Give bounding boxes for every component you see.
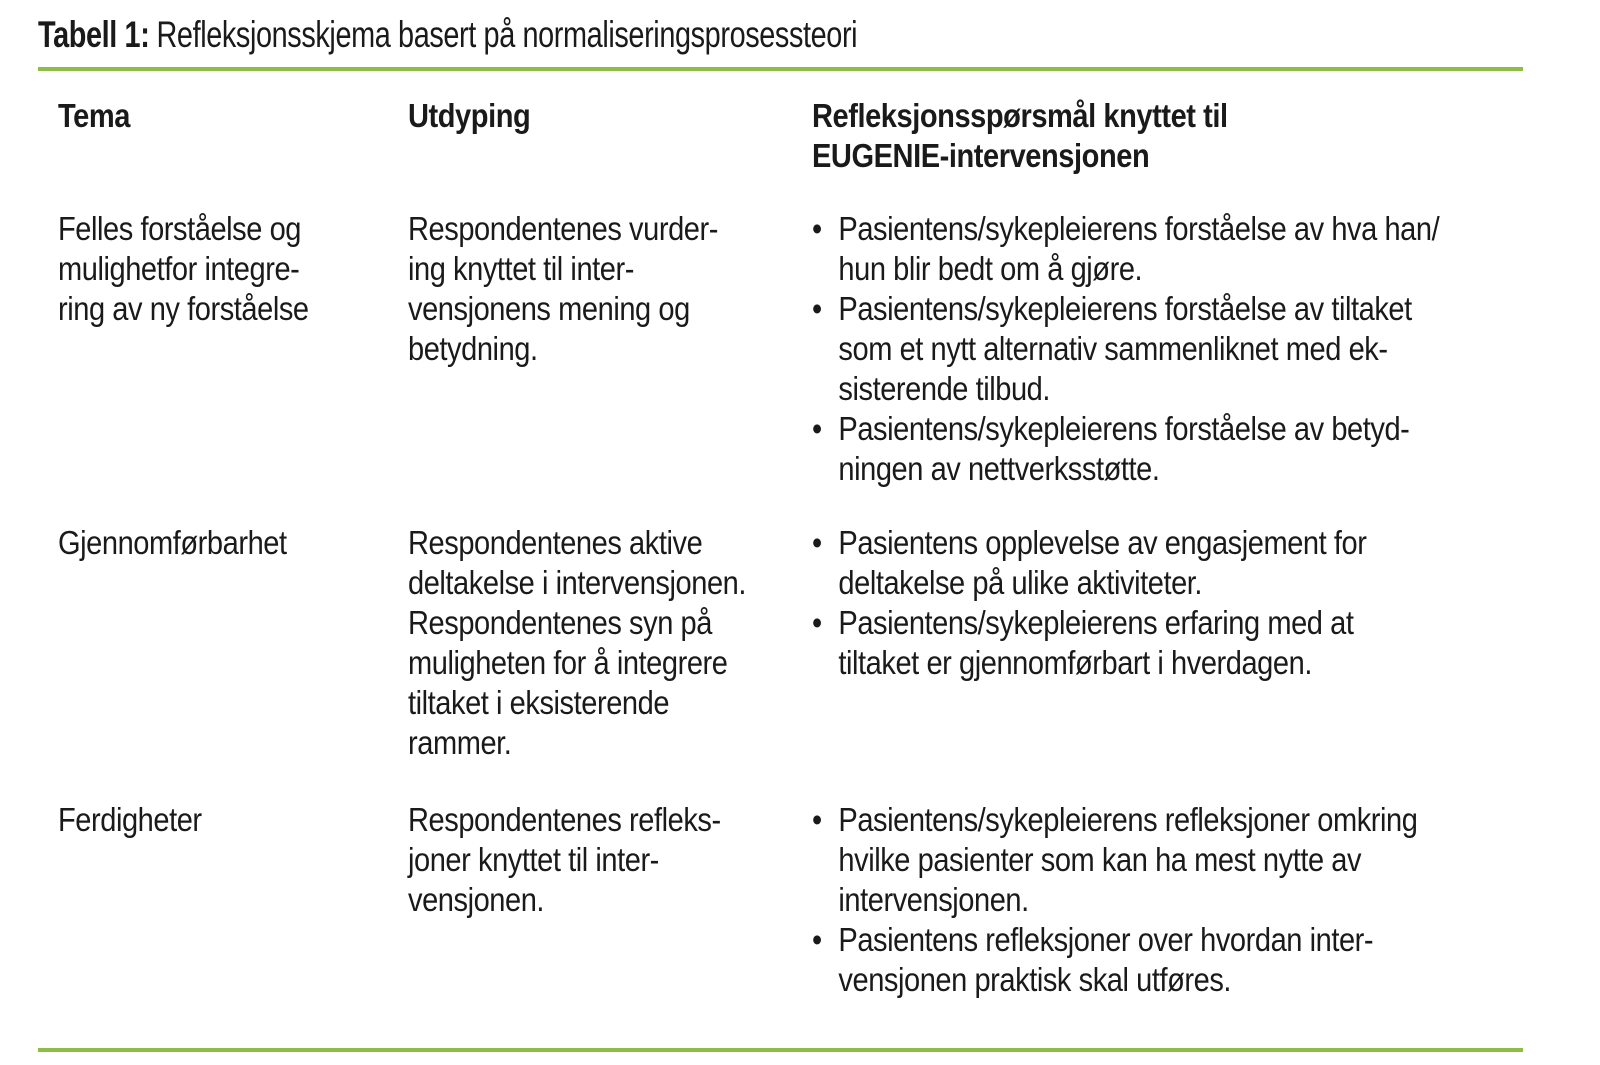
utdyping-line: vensjonen. xyxy=(408,881,545,918)
bullet-icon: • xyxy=(812,921,822,958)
column-header-utdyping xyxy=(408,96,530,136)
questions-cell xyxy=(812,800,1417,1000)
question-line: Pasientens/sykepleierens erfaring med at xyxy=(838,604,1354,641)
tema-cell xyxy=(58,523,287,563)
header-line: Utdyping xyxy=(408,97,531,134)
question-lines xyxy=(838,603,1353,683)
question-lines xyxy=(838,920,1373,1000)
question-item xyxy=(812,209,1439,289)
bullet-icon: • xyxy=(812,410,822,447)
tema-cell xyxy=(58,800,202,840)
top-rule xyxy=(38,67,1523,71)
utdyping-line: joner knyttet til inter- xyxy=(408,841,659,878)
question-line: Pasientens/sykepleierens forståelse av hva han/ xyxy=(838,210,1440,247)
utdyping-line: deltakelse i intervensjonen. xyxy=(408,564,747,601)
utdyping-line: tiltaket i eksisterende xyxy=(408,684,670,721)
tema-cell xyxy=(58,209,309,329)
question-line: Pasientens opplevelse av engasjement for xyxy=(838,524,1367,561)
question-item xyxy=(812,920,1417,1000)
utdyping-line: Respondentenes vurder- xyxy=(408,210,718,247)
tema-line: Ferdigheter xyxy=(58,801,202,838)
questions-cell xyxy=(812,209,1439,489)
utdyping-line: ing knyttet til inter- xyxy=(408,250,634,287)
question-lines xyxy=(838,209,1439,289)
question-line: hvilke pasienter som kan ha mest nytte av xyxy=(838,841,1362,878)
question-item xyxy=(812,409,1439,489)
bullet-icon: • xyxy=(812,210,822,247)
question-lines xyxy=(838,289,1411,409)
bullet-icon: • xyxy=(812,604,822,641)
utdyping-line: Respondentenes syn på xyxy=(408,604,712,641)
question-line: Pasientens/sykepleierens refleksjoner omkring xyxy=(838,801,1418,838)
table-caption-label: Tabell 1: xyxy=(38,14,150,55)
question-line: Pasientens/sykepleierens forståelse av tiltaket xyxy=(838,290,1412,327)
header-line: Refleksjonsspørsmål knyttet til xyxy=(812,97,1228,134)
question-item xyxy=(812,289,1439,409)
question-line: tiltaket er gjennomførbart i hverdagen. xyxy=(838,644,1312,681)
utdyping-line: vensjonens mening og xyxy=(408,290,690,327)
bullet-icon: • xyxy=(812,290,822,327)
question-item xyxy=(812,800,1417,920)
bullet-icon: • xyxy=(812,801,822,838)
question-line: intervensjonen. xyxy=(838,881,1029,918)
table-caption xyxy=(38,12,857,58)
utdyping-line: muligheten for å integrere xyxy=(408,644,728,681)
utdyping-cell xyxy=(408,209,718,369)
table-caption-text: Refleksjonsskjema basert på normaliseringsprosessteori xyxy=(156,14,858,55)
utdyping-line: betydning. xyxy=(408,330,538,367)
header-line: Tema xyxy=(58,97,130,134)
utdyping-line: Respondentenes aktive xyxy=(408,524,703,561)
bottom-rule xyxy=(38,1048,1523,1052)
question-line: som et nytt alternativ sammenliknet med ek- xyxy=(838,330,1388,367)
utdyping-line: rammer. xyxy=(408,724,512,761)
utdyping-cell xyxy=(408,523,746,763)
question-lines xyxy=(838,409,1409,489)
question-line: Pasientens/sykepleierens forståelse av betyd- xyxy=(838,410,1410,447)
questions-cell xyxy=(812,523,1366,683)
question-line: hun blir bedt om å gjøre. xyxy=(838,250,1143,287)
question-item xyxy=(812,523,1366,603)
question-line: Pasientens refleksjoner over hvordan inter- xyxy=(838,921,1374,958)
question-item xyxy=(812,603,1366,683)
question-line: sisterende tilbud. xyxy=(838,370,1051,407)
question-line: ningen av nettverksstøtte. xyxy=(838,450,1160,487)
question-line: vensjonen praktisk skal utføres. xyxy=(838,961,1232,998)
tema-line: Gjennomførbarhet xyxy=(58,524,287,561)
question-lines xyxy=(838,800,1417,920)
question-line: deltakelse på ulike aktiviteter. xyxy=(838,564,1203,601)
question-lines xyxy=(838,523,1366,603)
bullet-icon: • xyxy=(812,524,822,561)
tema-line: Felles forståelse og xyxy=(58,210,302,247)
column-header-refleksjonssporsmal xyxy=(812,96,1228,176)
column-header-tema xyxy=(58,96,130,136)
utdyping-cell xyxy=(408,800,721,920)
tema-line: ring av ny forståelse xyxy=(58,290,309,327)
utdyping-line: Respondentenes refleks- xyxy=(408,801,721,838)
header-line: EUGENIE-intervensjonen xyxy=(812,137,1150,174)
tema-line: mulighetfor integre- xyxy=(58,250,300,287)
